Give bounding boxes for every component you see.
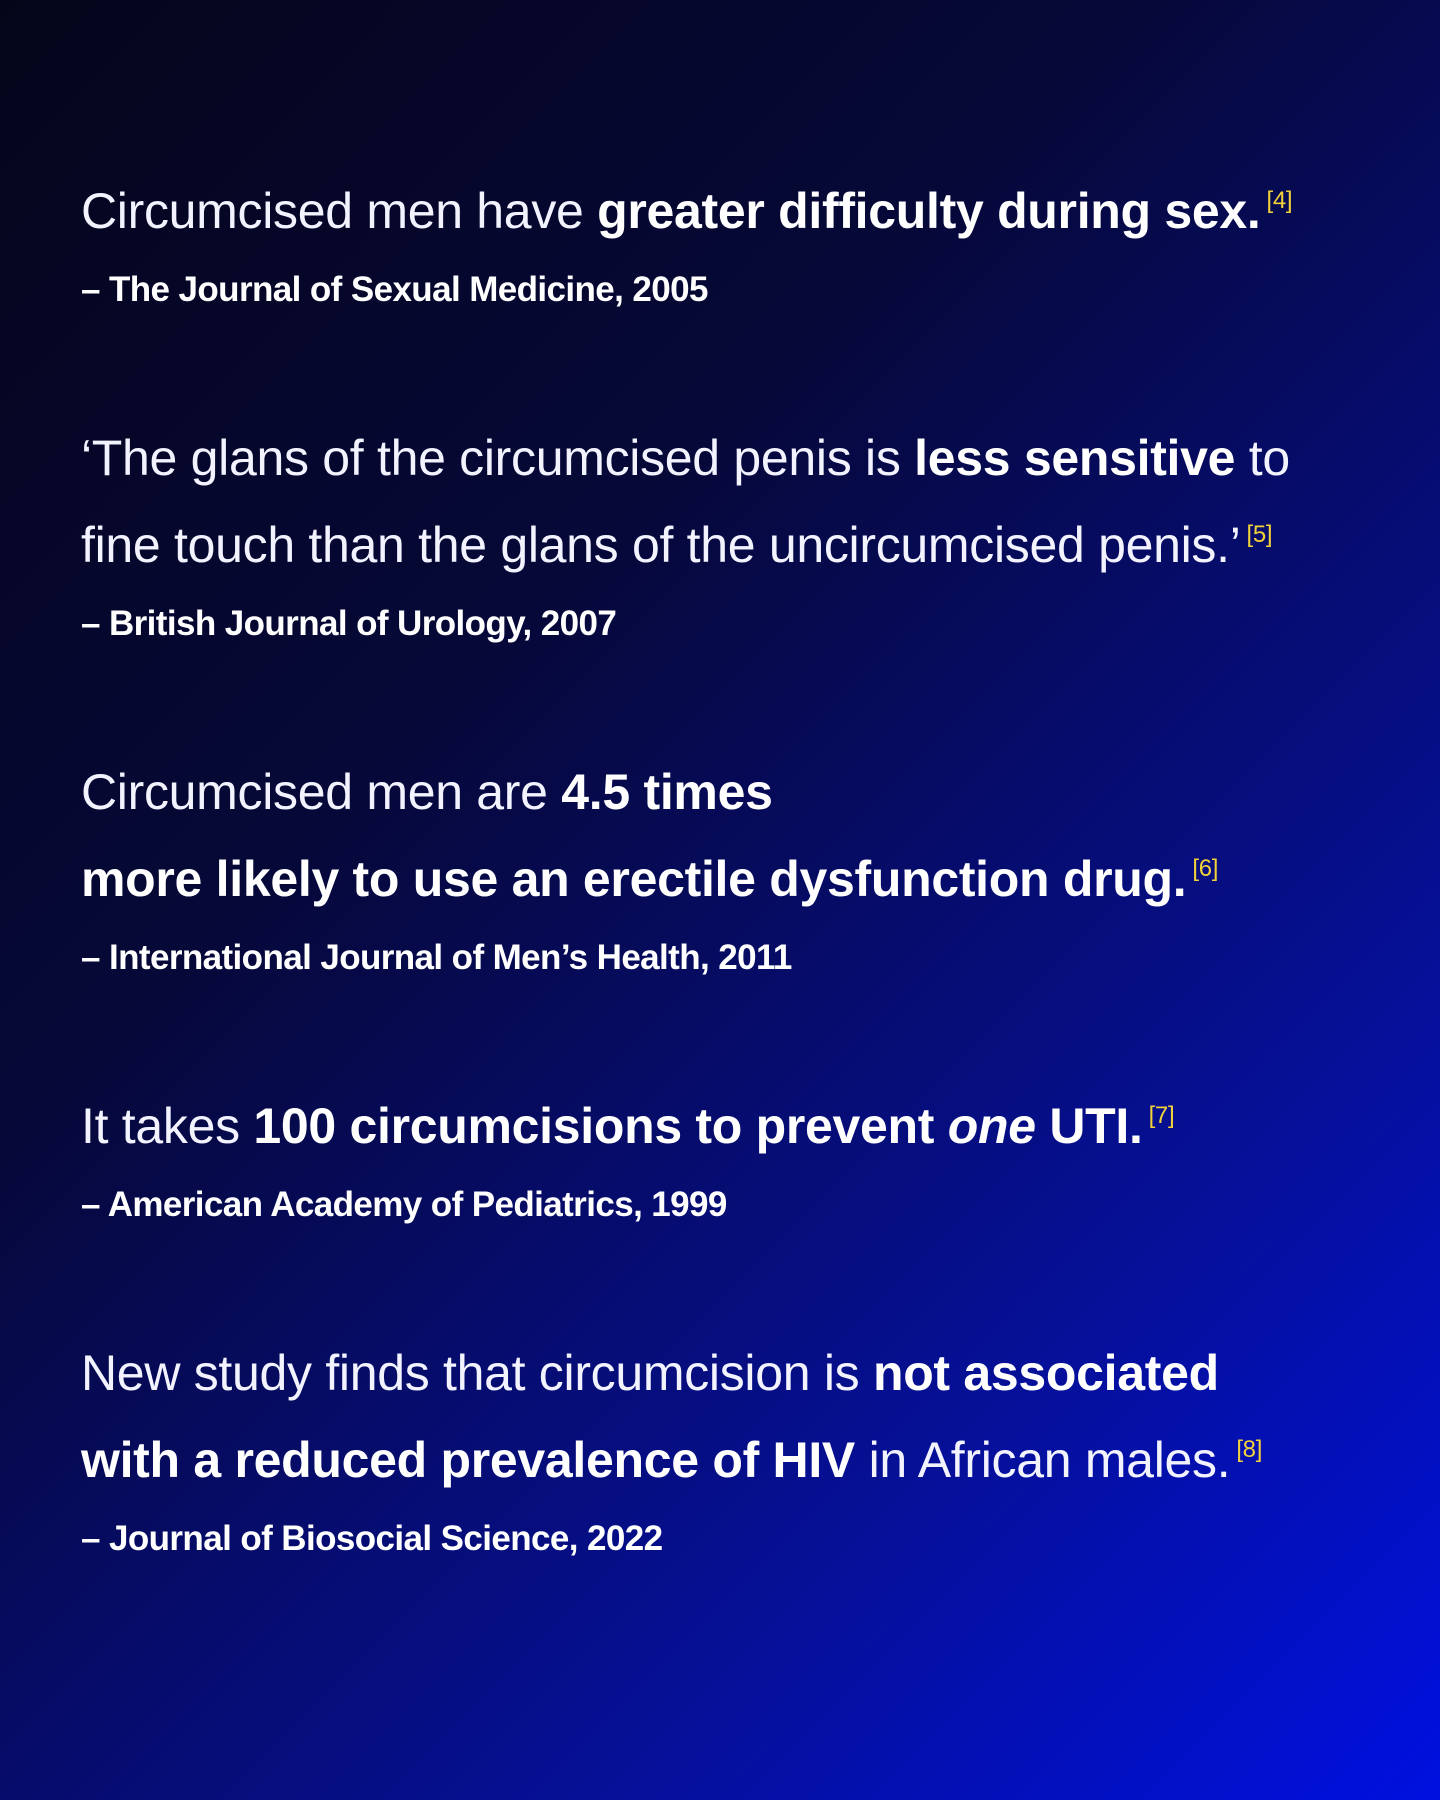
quote-5-source: – Journal of Biosocial Science, 2022: [81, 1519, 663, 1558]
quote-2-text-normal-b: to: [1235, 430, 1290, 486]
quote-3-text-bold-a: 4.5 times: [561, 764, 773, 820]
quote-4-reference: [7]: [1148, 1102, 1175, 1129]
quote-block-2: [81, 415, 1381, 649]
quote-5-text-bold-b: with a reduced prevalence of HIV: [81, 1432, 855, 1488]
quote-4-text-bold-b: UTI.: [1035, 1098, 1143, 1154]
quote-3-text-bold-b: more likely to use an erectile dysfunction drug.: [81, 851, 1187, 907]
quote-1-reference: [4]: [1266, 187, 1293, 214]
quote-5-text-bold-a: not associated: [872, 1345, 1219, 1401]
quote-4-source: – American Academy of Pediatrics, 1999: [81, 1185, 727, 1224]
quote-2-statement: [81, 415, 1381, 589]
quotes-list: [81, 168, 1381, 1564]
quote-1-text-bold: greater difficulty during sex.: [597, 183, 1261, 239]
quote-4-text-bold: 100 circumcisions to prevent: [253, 1098, 948, 1154]
quote-1-text-normal: Circumcised men have: [81, 183, 598, 239]
quote-5-text-normal-b: in African males.: [854, 1432, 1231, 1488]
quote-block-4: [81, 1083, 1381, 1230]
quote-3-source: – International Journal of Men’s Health, 2011: [81, 938, 792, 977]
quote-4-text-normal-a: It takes: [81, 1098, 254, 1154]
quote-2-text-normal-a: ‘The glans of the circumcised penis is: [81, 430, 915, 486]
quote-1-statement: [81, 168, 1381, 255]
quote-3-reference: [6]: [1192, 855, 1219, 882]
quote-block-5: [81, 1330, 1381, 1564]
quote-block-1: [81, 168, 1381, 315]
quote-5-text-normal-a: New study finds that circumcision is: [81, 1345, 873, 1401]
quote-2-source: – British Journal of Urology, 2007: [81, 604, 617, 643]
quote-2-reference: [5]: [1246, 521, 1273, 548]
quote-4-text-italic: one: [947, 1098, 1036, 1154]
quote-3-statement: [81, 749, 1381, 923]
quote-1-source: – The Journal of Sexual Medicine, 2005: [81, 270, 708, 309]
quote-block-3: [81, 749, 1381, 983]
quote-2-text-line2: fine touch than the glans of the uncircumcised penis.’: [81, 517, 1241, 573]
quote-5-reference: [8]: [1236, 1436, 1263, 1463]
quote-3-text-normal: Circumcised men are: [81, 764, 562, 820]
quote-5-statement: [81, 1330, 1381, 1504]
quote-2-text-bold: less sensitive: [914, 430, 1236, 486]
quote-4-statement: [81, 1083, 1381, 1170]
